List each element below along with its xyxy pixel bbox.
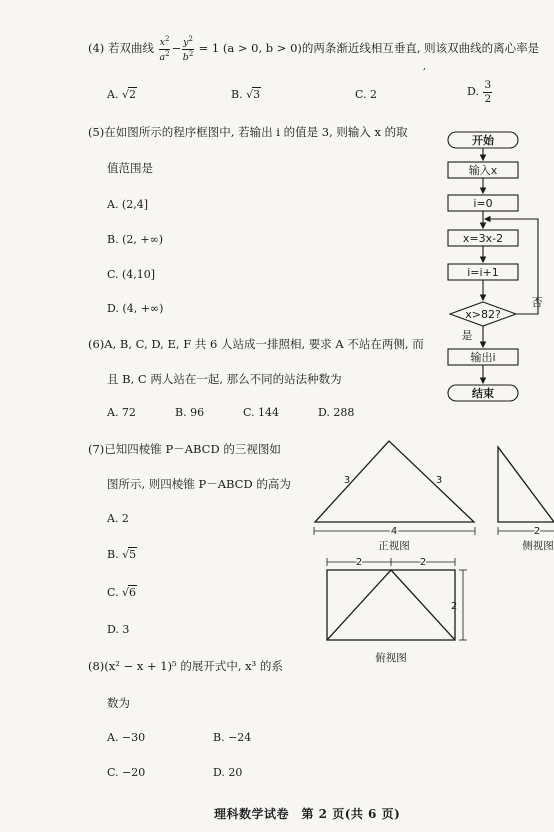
q7-option-a: A. 2 bbox=[107, 512, 129, 525]
q6-option-d: D. 288 bbox=[318, 406, 355, 419]
q7-option-d: D. 3 bbox=[107, 623, 130, 636]
top-view-rect bbox=[327, 570, 458, 640]
q8-option-d: D. 20 bbox=[213, 766, 243, 779]
fc-output-box bbox=[448, 349, 518, 365]
q4-number: (4) bbox=[88, 41, 105, 56]
q5-line2: 值范围是 bbox=[107, 161, 153, 175]
top-right-dim: 2 bbox=[419, 557, 427, 568]
fc-input-box bbox=[448, 162, 518, 178]
q5-option-d: D. (4, +∞) bbox=[107, 302, 164, 315]
q6-option-c: C. 144 bbox=[243, 406, 280, 419]
q5-line1: (5)在如图所示的程序框图中, 若输出 i 的值是 3, 则输入 x 的取 bbox=[88, 125, 408, 139]
q6-line2: 且 B, C 两人站在一起, 那么不同的站法种数为 bbox=[107, 372, 342, 386]
front-left-dim: 3 bbox=[343, 475, 351, 486]
fc-start-box bbox=[448, 132, 518, 148]
q6-line1: (6)A, B, C, D, E, F 共 6 人站成一排照相, 要求 A 不站在两侧, 而 bbox=[88, 337, 424, 351]
top-left-dim: 2 bbox=[355, 557, 363, 568]
fc-update-x-text: x=3x-2 bbox=[462, 232, 504, 245]
side-view-triangle bbox=[498, 447, 554, 522]
fc-update-i-text: i=i+1 bbox=[467, 266, 499, 279]
fc-yes-label: 是 bbox=[461, 329, 473, 342]
top-height-dim: 2 bbox=[450, 601, 458, 612]
q4-option-d: D. $\frac{3}{2}$ bbox=[467, 79, 492, 105]
fc-init-box bbox=[448, 195, 518, 211]
fc-loop-line bbox=[485, 219, 538, 314]
fc-start-text: 开始 bbox=[472, 134, 494, 147]
q5-option-a: A. (2,4] bbox=[107, 198, 149, 211]
fc-condition-diamond bbox=[450, 302, 516, 326]
q8-option-a: A. −30 bbox=[107, 731, 146, 744]
fc-end-text: 结束 bbox=[472, 387, 494, 400]
q5-option-b: B. (2, +∞) bbox=[107, 233, 164, 246]
side-view-label: 侧视图 bbox=[522, 540, 554, 552]
fc-output-text: 输出i bbox=[470, 351, 496, 364]
q4-option-b: B. √3 bbox=[231, 88, 261, 101]
q4-frac-y: $\frac{y^2}{b^2}$ bbox=[182, 35, 194, 63]
q4-stem-after: 的两条渐近线相互垂直, 则该双曲线的离心率是 bbox=[301, 41, 540, 56]
q8-line2: 数为 bbox=[107, 696, 130, 710]
q4-eq-rhs: = 1 (a > 0, b > 0) bbox=[198, 41, 302, 56]
fc-end-box bbox=[448, 385, 518, 401]
q7-line1: (7)已知四棱锥 P－ABCD 的三视图如 bbox=[88, 442, 281, 456]
front-right-dim: 3 bbox=[435, 475, 443, 486]
q8-option-c: C. −20 bbox=[107, 766, 146, 779]
q5-option-c: C. (4,10] bbox=[107, 268, 156, 281]
fc-condition-text: x>82? bbox=[465, 308, 501, 321]
q6-option-b: B. 96 bbox=[175, 406, 205, 419]
q4-option-c: C. 2 bbox=[355, 88, 378, 101]
q4-option-a: A. √2 bbox=[107, 88, 136, 101]
q6-option-a: A. 72 bbox=[107, 406, 136, 419]
q8-option-b: B. −24 bbox=[213, 731, 252, 744]
stray-mark: , bbox=[423, 62, 426, 72]
front-base-dim: 4 bbox=[390, 526, 398, 537]
q4-stem-before: 若双曲线 bbox=[107, 41, 154, 56]
top-view-label: 俯视图 bbox=[375, 652, 407, 664]
fc-input-text: 输入x bbox=[468, 164, 498, 177]
q4-stem: (4) 若双曲线 $\frac{x^2}{a^2}$ − $\frac{y^2}{b^2}$ = 1 (a > 0, b > 0)的两条渐近线相互垂直, 则该双曲线的离心率是 bbox=[88, 35, 540, 63]
q7-option-c: C. √6 bbox=[107, 586, 137, 599]
fc-init-text: i=0 bbox=[473, 197, 493, 210]
q7-line2: 图所示, 则四棱锥 P－ABCD 的高为 bbox=[107, 477, 291, 491]
front-view-label: 正视图 bbox=[378, 540, 410, 552]
q8-line1: (8)(x² − x + 1)⁵ 的展开式中, x³ 的系 bbox=[88, 659, 283, 673]
side-base-dim: 2 bbox=[533, 526, 541, 537]
fc-update-i-box bbox=[448, 264, 518, 280]
fc-no-label: 否 bbox=[531, 296, 543, 309]
q4-frac-x: $\frac{x^2}{a^2}$ bbox=[159, 35, 170, 63]
q7-option-b: B. √5 bbox=[107, 548, 137, 561]
fc-update-x-box bbox=[448, 230, 518, 246]
q8-expression: (x² − x + 1)⁵ bbox=[104, 659, 177, 673]
top-view-triangle bbox=[327, 570, 458, 640]
page-footer: 理科数学试卷 第 2 页(共 6 页) bbox=[214, 807, 401, 821]
front-view-triangle bbox=[315, 441, 474, 522]
